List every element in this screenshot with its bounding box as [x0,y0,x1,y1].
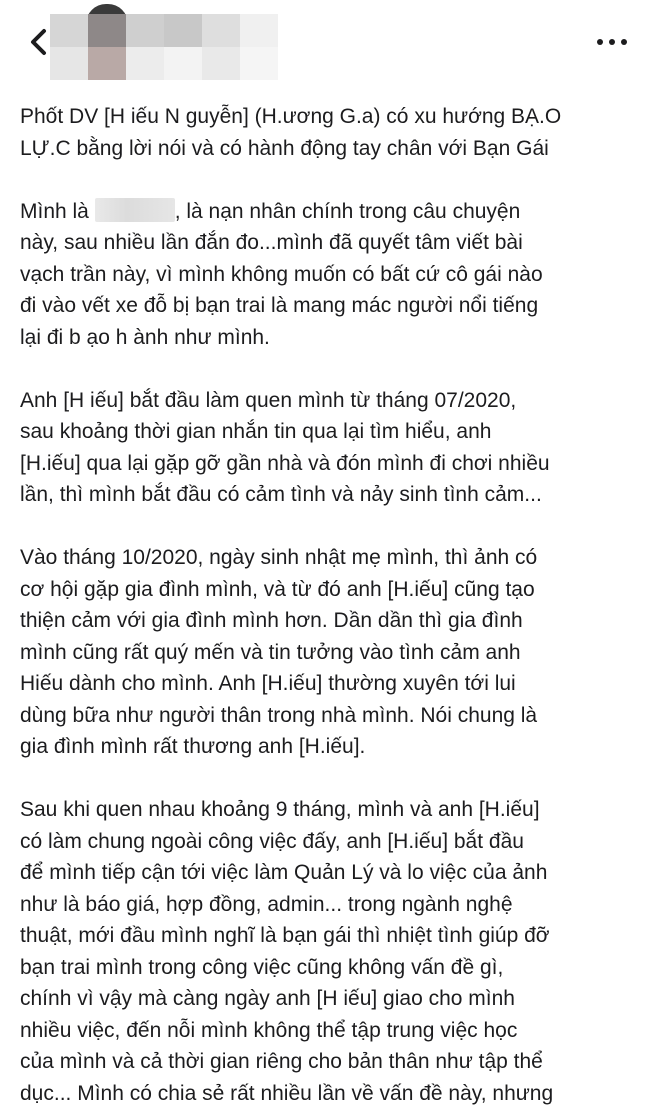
post-text-line: thuật, mới đầu mình nghĩ là bạn gái thì nhiệt tình giúp đỡ [20,924,550,947]
redacted-name [95,198,175,222]
post-text-line: lần, thì mình bắt đầu có cảm tình và nảy sinh tình cảm... [20,483,542,506]
top-navigation-bar [0,0,650,86]
post-text-line: Hiếu dành cho mình. Anh [H.iếu] thường xuyên tới lui [20,672,516,695]
post-text-line: của mình và cả thời gian riêng cho bản thân như tập thể [20,1050,543,1073]
paragraph-gap [20,763,632,795]
blur-tile [126,47,164,80]
post-text-line: như là báo giá, hợp đồng, admin... trong ngành nghệ [20,892,513,916]
paragraph-gap [20,511,632,543]
post-text-line: để mình tiếp cận tới việc làm Quản Lý và lo việc của ảnh [20,861,548,884]
post-text-line: bạn trai mình trong công việc cũng không vấn đề gì, [20,955,504,979]
blur-tile [50,47,88,80]
blur-tile [202,47,240,80]
blur-tile [202,14,240,47]
more-options-button[interactable] [594,28,630,56]
post-text-line: đi vào vết xe đỗ bị bạn trai là mang mác người nổi tiếng [20,294,539,317]
post-text [20,101,632,1109]
blurred-profile-name[interactable] [50,14,280,80]
blur-tile [126,14,164,47]
post-text-line: gia đình mình rất thương anh [H.iếu]. [20,735,366,758]
blur-tile [88,14,126,47]
post-text-line: Phốt DV [H iếu N guyễn] (H.ương G.a) có xu hướng BẠ.O [20,105,562,128]
post-text-segment: , là nạn nhân chính trong câu chuyện [174,199,521,223]
post-text-line: LỰ.C bằng lời nói và có hành động tay chân với Bạn Gái [20,136,549,160]
post-text-line [20,196,632,228]
blur-tile [164,14,202,47]
blur-tile [240,14,278,47]
post-text-line: Vào tháng 10/2020, ngày sinh nhật mẹ mình, thì ảnh có [20,546,538,569]
post-text-line: lại đi b ạo h ành như mình. [20,325,270,349]
post-text-line: mình cũng rất quý mến và tin tưởng vào tình cảm anh [20,640,521,664]
post-text-line: vạch trần này, vì mình không muốn có bất cứ cô gái nào [20,262,543,286]
post-text-line: có làm chung ngoài công việc đấy, anh [H.iếu] bắt đầu [20,829,524,853]
paragraph-gap [20,353,632,385]
post-text-segment: Mình là [20,199,95,223]
post-text-line: Anh [H iếu] bắt đầu làm quen mình từ tháng 07/2020, [20,388,517,412]
blur-tile [88,47,126,80]
paragraph-gap [20,164,632,196]
post-text-line: này, sau nhiều lần đắn đo...mình đã quyết tâm viết bài [20,231,523,254]
post-text-line: chính vì vậy mà càng ngày anh [H iếu] giao cho mình [20,987,515,1010]
post-text-line: Sau khi quen nhau khoảng 9 tháng, mình và anh [H.iếu] [20,798,540,821]
blur-tile [164,47,202,80]
post-text-line: thiện cảm với gia đình mình hơn. Dần dần thì gia đình [20,609,523,632]
post-text-line: cơ hội gặp gia đình mình, và từ đó anh [H.iếu] cũng tạo [20,577,535,601]
post-text-line: dùng bữa như người thân trong nhà mình. Nói chung là [20,703,538,727]
post-text-line: nhiều việc, đến nỗi mình không thể tập trung việc học [20,1018,518,1042]
post-text-line: dục... Mình có chia sẻ rất nhiều lần về vấn đề này, nhưng [20,1081,554,1105]
blur-tile [240,47,278,80]
blur-tile [50,14,88,47]
post-text-line: [H.iếu] qua lại gặp gỡ gần nhà và đón mình đi chơi nhiều [20,451,550,475]
post-text-line: sau khoảng thời gian nhắn tin qua lại tìm hiểu, anh [20,420,492,443]
